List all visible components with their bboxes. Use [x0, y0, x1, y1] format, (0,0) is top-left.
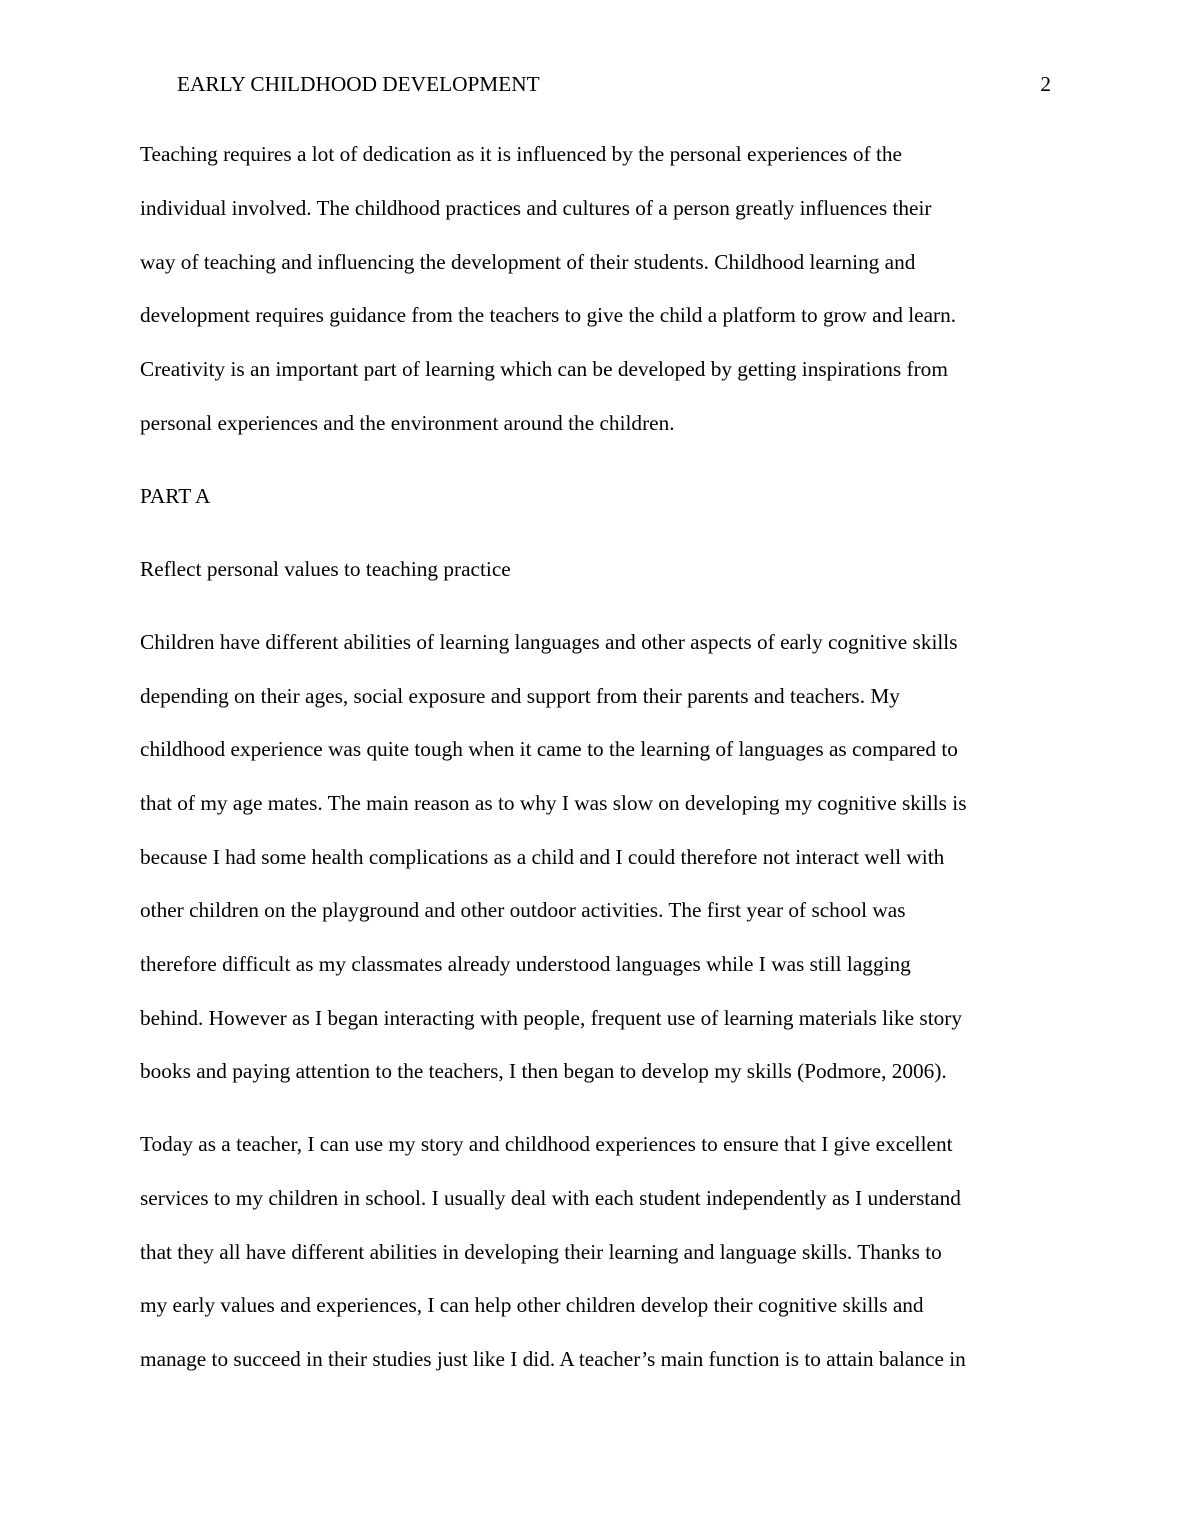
paragraph1-line: books and paying attention to the teachers, I then began to develop my skills (Podmore, 2006).	[140, 1059, 947, 1083]
intro-line: way of teaching and influencing the development of their students. Childhood learning and	[140, 250, 916, 274]
paragraph1-line: other children on the playground and other outdoor activities. The first year of school was	[140, 898, 906, 922]
paragraph1-line: childhood experience was quite tough when it came to the learning of languages as compared to	[140, 737, 958, 761]
intro-line: development requires guidance from the teachers to give the child a platform to grow and learn.	[140, 303, 957, 327]
paragraph2-line: services to my children in school. I usually deal with each student independently as I understand	[140, 1186, 961, 1210]
paragraph2-line: Today as a teacher, I can use my story and childhood experiences to ensure that I give excellent	[140, 1132, 953, 1156]
intro-line: Creativity is an important part of learning which can be developed by getting inspirations from	[140, 357, 948, 381]
paragraph2-line: that they all have different abilities in developing their learning and language skills. Thanks to	[140, 1240, 942, 1264]
intro-line: personal experiences and the environment around the children.	[140, 411, 675, 435]
paragraph1-line: depending on their ages, social exposure and support from their parents and teachers. My	[140, 684, 900, 708]
section-heading: Reflect personal values to teaching practice	[140, 557, 511, 581]
paragraph1-line: because I had some health complications as a child and I could therefore not interact well with	[140, 845, 945, 869]
running-head: EARLY CHILDHOOD DEVELOPMENT	[177, 72, 540, 96]
intro-line: individual involved. The childhood practices and cultures of a person greatly influences their	[140, 196, 932, 220]
paragraph1-line: that of my age mates. The main reason as to why I was slow on developing my cognitive skills is	[140, 791, 967, 815]
paragraph1-line: Children have different abilities of learning languages and other aspects of early cognitive skills	[140, 630, 958, 654]
part-heading: PART A	[140, 484, 211, 508]
page-number: 2	[1040, 72, 1051, 96]
paragraph1-line: therefore difficult as my classmates already understood languages while I was still lagging	[140, 952, 911, 976]
paragraph2-line: manage to succeed in their studies just like I did. A teacher’s main function is to attain balance in	[140, 1347, 966, 1371]
paragraph2-line: my early values and experiences, I can help other children develop their cognitive skills and	[140, 1293, 924, 1317]
paragraph1-line: behind. However as I began interacting with people, frequent use of learning materials like story	[140, 1006, 963, 1030]
intro-line: Teaching requires a lot of dedication as it is influenced by the personal experiences of the	[140, 142, 902, 166]
